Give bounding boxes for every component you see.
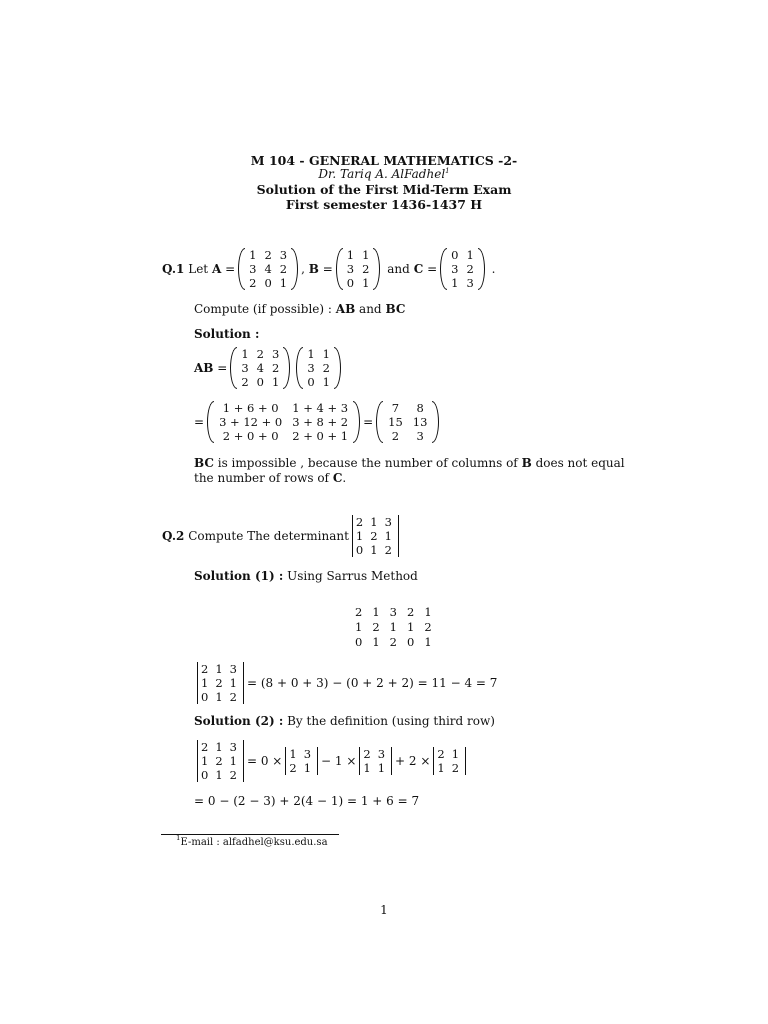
matrix-entry: 1 — [201, 676, 209, 690]
author — [0, 167, 768, 181]
matrix-row — [447, 248, 478, 262]
matrix-row — [447, 262, 478, 276]
ab-sum-line: = 1 + 6 + 0 1 + 4 + 3 3 + 12 + 0 3 + 8 + 2 2 + 0 + 0 2 + 0 + 1 = 7 8 15 13 2 3 — [194, 401, 442, 443]
matrix-entry: 0 — [346, 276, 355, 290]
matrix-entry: 2 — [215, 676, 223, 690]
matrix-entry: 2 — [264, 248, 272, 262]
ab-matrix-B — [296, 347, 341, 389]
matrix-entry: 2 — [406, 605, 415, 619]
matrix-entry: 3 — [229, 740, 237, 754]
footnote-number: 1 — [176, 834, 181, 842]
bc-text-3: the number of rows of — [194, 471, 329, 485]
matrix-entry: 3 — [271, 347, 280, 361]
matrix-entry: 2 — [391, 429, 400, 443]
matrix-entry: 15 — [388, 415, 403, 429]
matrix-row — [199, 754, 242, 768]
matrix-entry: 1 — [372, 605, 380, 619]
matrix-entry: 1 — [249, 248, 257, 262]
matrix-row — [383, 429, 432, 443]
footnote-mark: 1 — [445, 167, 450, 175]
matrix-row — [199, 740, 242, 754]
matrix-row — [245, 276, 291, 290]
author-name: Dr. Tariq A. AlFadhel — [318, 167, 446, 181]
matrix-entry: 1 — [307, 347, 315, 361]
matrix-row — [287, 761, 316, 775]
expansion-line — [194, 740, 469, 782]
matrix-entry: 2 — [289, 761, 297, 775]
matrix-row — [303, 347, 334, 361]
matrix-row — [303, 361, 334, 375]
matrix-row — [214, 415, 353, 429]
matrix-row — [361, 747, 390, 761]
matrix-row — [237, 361, 283, 375]
matrix-row — [199, 662, 242, 676]
matrix-entry: 1 — [451, 276, 459, 290]
term-1-coeff: = 0 × — [246, 754, 283, 768]
matrix-row — [245, 248, 291, 262]
ab-matrix-A — [230, 347, 290, 389]
matrix-entry: 1 — [322, 375, 330, 389]
matrix-entry: 1 — [424, 635, 432, 649]
matrix-entry: 3 — [389, 605, 397, 619]
matrix-row — [435, 747, 464, 761]
minor-1 — [285, 747, 318, 775]
matrix-row — [350, 605, 437, 620]
ab-sum-matrix — [207, 401, 360, 443]
sarrus-det — [197, 662, 244, 704]
matrix-entry: 8 — [416, 401, 424, 415]
matrix-row — [354, 529, 397, 543]
matrix-entry: 1 — [201, 754, 209, 768]
matrix-entry: 2 — [466, 262, 474, 276]
matrix-entry: 2 — [241, 375, 249, 389]
q2-prompt: Compute The determinant — [188, 529, 349, 543]
matrix-entry: 0 — [451, 248, 459, 262]
matrix-entry: 1 — [362, 248, 370, 262]
q2-statement — [162, 515, 402, 557]
exam-title: Solution of the First Mid-Term Exam — [256, 182, 512, 197]
matrix-entry: 2 + 0 + 0 — [222, 429, 279, 443]
det-D — [352, 515, 399, 557]
matrix-entry: 1 — [451, 747, 460, 761]
matrix-row — [350, 620, 437, 635]
matrix-A-label: A — [211, 262, 222, 276]
matrix-entry: 2 — [362, 262, 370, 276]
matrix-table — [214, 401, 353, 443]
matrix-table — [383, 401, 432, 443]
matrix-entry: 1 — [346, 248, 355, 262]
matrix-entry: 2 — [256, 347, 264, 361]
q1-label: Q.1 — [162, 262, 185, 276]
sol1-line — [194, 569, 418, 583]
bc-B: B — [521, 456, 532, 470]
matrix-entry: 3 — [451, 262, 459, 276]
q1-statement: Q.1 Let A = 1 2 3 3 4 2 2 0 1 , B = 1 1 3 2 0 1 and C = 0 1 3 2 1 3 . — [162, 248, 496, 290]
final-result: = 0 − (2 − 3) + 2(4 − 1) = 1 + 6 = 7 — [194, 794, 420, 808]
sol2-text: By the definition (using third row) — [287, 714, 495, 728]
minor-3 — [433, 747, 466, 775]
matrix-entry: 13 — [412, 415, 428, 429]
matrix-row — [383, 415, 432, 429]
bc-C: C — [332, 471, 343, 485]
matrix-entry: 3 — [241, 361, 249, 375]
matrix-row — [245, 262, 291, 276]
matrix-entry: 1 — [279, 276, 288, 290]
matrix-table — [354, 515, 397, 557]
matrix-entry: 1 — [355, 529, 364, 543]
sarrus-result-line — [194, 662, 497, 704]
matrix-entry: 2 — [424, 620, 432, 634]
bc-text-1: is impossible , because the number of columns of — [217, 456, 518, 470]
matrix-entry: 2 — [451, 761, 460, 775]
matrix-entry: 1 — [322, 347, 330, 361]
matrix-entry: 3 — [416, 429, 424, 443]
matrix-entry: 2 — [271, 361, 280, 375]
matrix-entry: 0 — [307, 375, 315, 389]
sarrus-grid — [350, 605, 437, 650]
matrix-entry: 3 — [249, 262, 257, 276]
matrix-entry: 2 — [249, 276, 257, 290]
matrix-entry: 1 — [215, 740, 223, 754]
matrix-entry: 1 — [466, 248, 474, 262]
q2-label: Q.2 — [162, 529, 185, 543]
matrix-table — [435, 747, 464, 775]
matrix-entry: 1 — [355, 620, 363, 634]
matrix-entry: 0 — [201, 768, 209, 782]
matrix-entry: 1 — [437, 761, 445, 775]
ab-product-line: AB = 1 2 3 3 4 2 2 0 1 1 1 3 2 0 1 — [194, 347, 344, 389]
matrix-entry: 1 — [362, 276, 370, 290]
matrix-entry: 1 — [229, 754, 237, 768]
sol2-label: Solution (2) : — [194, 714, 284, 728]
matrix-row — [343, 276, 374, 290]
matrix-entry: 2 — [279, 262, 288, 276]
matrix-entry: 1 — [303, 761, 312, 775]
matrix-entry: 1 — [406, 620, 415, 634]
compute-AB: AB — [335, 302, 356, 316]
minor-2 — [359, 747, 392, 775]
matrix-entry: 4 — [256, 361, 264, 375]
matrix-row — [214, 429, 353, 443]
matrix-entry: 1 — [424, 605, 432, 619]
matrix-B — [336, 248, 381, 290]
and-text: and — [387, 262, 410, 276]
expansion-det — [197, 740, 244, 782]
matrix-row — [214, 401, 353, 415]
matrix-entry: 1 — [363, 761, 371, 775]
bc-note — [194, 456, 625, 486]
matrix-entry: 1 — [215, 768, 223, 782]
footnote-rule — [161, 834, 339, 835]
matrix-entry: 0 — [201, 690, 209, 704]
matrix-row — [343, 248, 374, 262]
matrix-entry: 2 — [201, 740, 209, 754]
matrix-row — [447, 276, 478, 290]
matrix-row — [287, 747, 316, 761]
matrix-C-label: C — [413, 262, 424, 276]
matrix-entry: 1 — [289, 747, 297, 761]
ab-result-matrix — [376, 401, 439, 443]
compute-prefix: Compute (if possible) : — [194, 302, 332, 316]
course-title: M 104 - GENERAL MATHEMATICS -2- — [250, 153, 518, 168]
footnote — [176, 834, 328, 848]
ab-label: AB — [194, 361, 214, 375]
matrix-entry: 2 — [370, 529, 378, 543]
matrix-entry: 0 — [355, 635, 363, 649]
matrix-entry: 3 — [346, 262, 355, 276]
matrix-table — [343, 248, 374, 290]
sol1-text: Using Sarrus Method — [287, 569, 418, 583]
matrix-row — [303, 375, 334, 389]
matrix-row — [237, 347, 283, 361]
matrix-entry: 1 — [384, 529, 392, 543]
matrix-entry: 2 — [229, 768, 237, 782]
matrix-table — [350, 605, 437, 650]
matrix-entry: 2 — [384, 543, 392, 557]
matrix-table — [199, 740, 242, 782]
compute-BC: BC — [385, 302, 406, 316]
sarrus-equation: = (8 + 0 + 3) − (0 + 2 + 2) = 11 − 4 = 7 — [246, 676, 498, 690]
matrix-table — [287, 747, 316, 775]
sol1-label: Solution (1) : — [194, 569, 284, 583]
matrix-entry: 2 — [372, 620, 380, 634]
matrix-entry: 7 — [391, 401, 400, 415]
matrix-row — [354, 543, 397, 557]
matrix-entry: 0 — [264, 276, 272, 290]
sol2-line — [194, 714, 495, 728]
bc-end: . — [342, 471, 347, 485]
matrix-entry: 1 — [229, 676, 237, 690]
compute-line — [194, 302, 405, 316]
matrix-entry: 3 + 12 + 0 — [219, 415, 283, 429]
page-number: 1 — [380, 903, 388, 917]
matrix-entry: 2 — [363, 747, 371, 761]
matrix-B-label: B — [308, 262, 319, 276]
matrix-row — [383, 401, 432, 415]
matrix-entry: 2 — [355, 515, 364, 529]
matrix-table — [245, 248, 291, 290]
term-3-coeff: + 2 × — [395, 754, 431, 768]
matrix-row — [343, 262, 374, 276]
matrix-table — [447, 248, 478, 290]
matrix-entry: 1 — [377, 761, 386, 775]
q1-solution-label: Solution : — [194, 327, 260, 341]
bc-label: BC — [194, 456, 214, 470]
matrix-entry: 3 — [307, 361, 315, 375]
matrix-A — [238, 248, 298, 290]
matrix-entry: 2 — [229, 690, 237, 704]
compute-and: and — [359, 302, 382, 316]
semester: First semester 1436-1437 H — [285, 197, 483, 212]
matrix-row — [350, 635, 437, 650]
matrix-row — [361, 761, 390, 775]
matrix-table — [303, 347, 334, 389]
matrix-entry: 3 — [229, 662, 237, 676]
matrix-entry: 1 — [271, 375, 280, 389]
matrix-entry: 1 — [389, 620, 397, 634]
matrix-row — [199, 676, 242, 690]
matrix-entry: 1 + 6 + 0 — [222, 401, 279, 415]
matrix-entry: 1 — [215, 690, 223, 704]
matrix-entry: 3 — [279, 248, 288, 262]
matrix-entry: 2 — [215, 754, 223, 768]
matrix-entry: 4 — [264, 262, 272, 276]
let-text: Let — [188, 262, 209, 276]
matrix-entry: 2 — [437, 747, 445, 761]
matrix-table — [361, 747, 390, 775]
matrix-entry: 2 — [355, 605, 363, 619]
matrix-row — [354, 515, 397, 529]
matrix-row — [237, 375, 283, 389]
matrix-entry: 0 — [406, 635, 415, 649]
term-2-coeff: − 1 × — [321, 754, 357, 768]
matrix-entry: 2 — [389, 635, 397, 649]
matrix-entry: 2 — [322, 361, 330, 375]
matrix-entry: 0 — [256, 375, 264, 389]
matrix-entry: 3 — [377, 747, 386, 761]
bc-text-2: does not equal — [535, 456, 625, 470]
matrix-entry: 1 — [370, 515, 378, 529]
matrix-entry: 2 + 0 + 1 — [292, 429, 349, 443]
matrix-entry: 1 — [372, 635, 380, 649]
matrix-entry: 3 — [466, 276, 474, 290]
footnote-text: E-mail : alfadhel@ksu.edu.sa — [180, 837, 328, 848]
matrix-entry: 1 + 4 + 3 — [292, 401, 349, 415]
matrix-entry: 3 — [384, 515, 392, 529]
matrix-entry: 0 — [355, 543, 364, 557]
matrix-entry: 3 — [303, 747, 312, 761]
matrix-row — [435, 761, 464, 775]
matrix-entry: 2 — [201, 662, 209, 676]
matrix-entry: 1 — [241, 347, 249, 361]
matrix-table — [237, 347, 283, 389]
matrix-entry: 3 + 8 + 2 — [292, 415, 349, 429]
matrix-C — [440, 248, 485, 290]
matrix-row — [199, 690, 242, 704]
matrix-table — [199, 662, 242, 704]
matrix-entry: 1 — [370, 543, 378, 557]
matrix-entry: 1 — [215, 662, 223, 676]
matrix-row — [199, 768, 242, 782]
